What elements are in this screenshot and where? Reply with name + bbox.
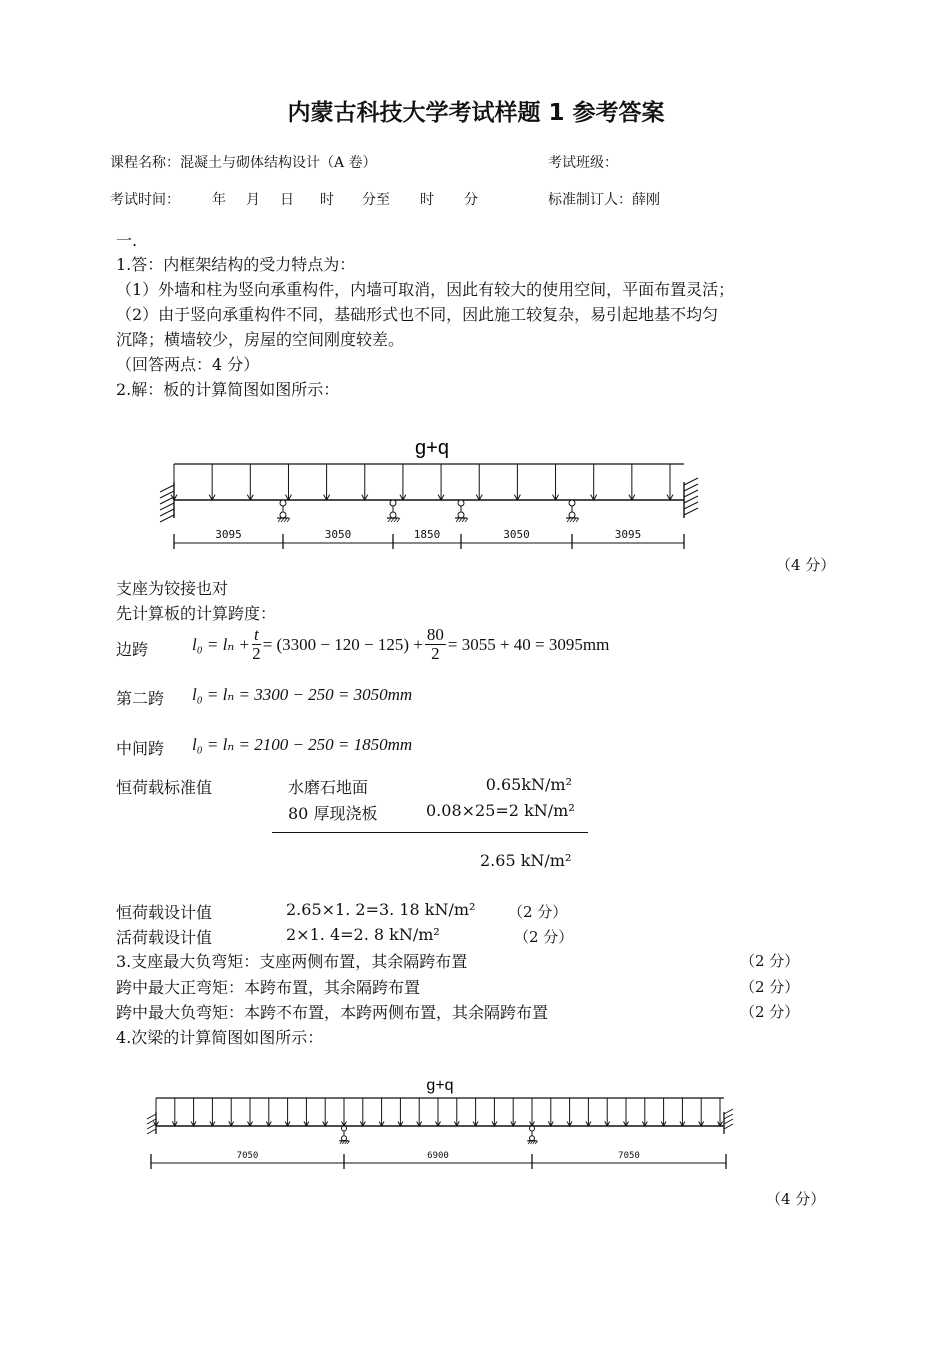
beam-load-label: g+q: [426, 1077, 454, 1094]
standard-author: 标准制订人：薛刚: [548, 192, 660, 208]
q3-score-2: （2 分）: [740, 978, 800, 996]
edge-eq-rhs: = 3055 + 40 = 3095mm: [447, 634, 610, 654]
pin-support: [342, 1126, 347, 1131]
slab-calculation-diagram: [140, 430, 720, 555]
q1-point-2a: （2）由于竖向承重构件不同，基础形式也不同，因此施工较复杂，易引起地基不均匀: [116, 305, 719, 324]
dead-item-2-value: 0.08×25=2 kN/m²: [426, 801, 575, 820]
q3-score-3: （2 分）: [740, 1003, 800, 1021]
support-note: 支座为铰接也对: [116, 579, 229, 598]
edge-eq-mid: = (3300 − 120 − 125) +: [262, 634, 423, 654]
second-span-label: 第二跨: [116, 689, 165, 708]
span-dimension-label: 7050: [618, 1151, 640, 1161]
sum-rule: [272, 832, 588, 833]
q3-score-1: （2 分）: [740, 952, 800, 970]
exam-class: 考试班级：: [548, 155, 618, 171]
pin-support: [530, 1126, 535, 1131]
span-dimension-label: 3095: [614, 528, 642, 541]
exam-time-label: 考试时间：: [110, 192, 180, 208]
live-design-value: 2×1. 4=2. 8 kN/m²: [286, 925, 440, 944]
time-year: 年: [212, 192, 226, 208]
span-dimension-label: 1850: [413, 528, 441, 541]
dead-load-total: 2.65 kN/m²: [480, 851, 572, 870]
q4-intro: 4.次梁的计算简图如图所示：: [116, 1028, 324, 1047]
span-dimension-label: 6900: [427, 1151, 449, 1161]
edge-span-label: 边跨: [116, 640, 149, 659]
live-design-score: （2 分）: [514, 928, 574, 946]
q1-point-1: （1）外墙和柱为竖向承重构件，内墙可取消，因此有较大的使用空间，平面布置灵活；: [116, 280, 735, 299]
span-dimension-label: 3095: [215, 528, 242, 541]
dead-design-score: （2 分）: [508, 903, 568, 921]
q3-line-3: 跨中最大负弯矩：本跨不布置，本跨两侧布置，其余隔跨布置: [116, 1003, 549, 1022]
pin-support: [458, 500, 464, 506]
edge-span-equation: [192, 626, 609, 663]
middle-span-equation: l₀ = lₙ = 2100 − 250 = 1850mm: [192, 735, 413, 754]
time-hour-end: 时: [420, 192, 434, 208]
middle-span-label: 中间跨: [116, 739, 165, 758]
dead-load-std-label: 恒荷载标准值: [116, 778, 213, 797]
dead-item-1-name: 水磨石地面: [288, 778, 369, 797]
span-dimension-label: 3050: [503, 528, 530, 541]
q1-score: （回答两点：4 分）: [116, 355, 260, 374]
pin-support: [569, 500, 575, 506]
time-hour: 时: [320, 192, 334, 208]
span-dimension-label: 3050: [324, 528, 352, 541]
fraction-80-over-2: $\frac{80}{2}$: [426, 625, 444, 663]
dead-item-2-name: 80 厚现浇板: [288, 804, 378, 823]
fraction-t-over-2: $\frac{t}{2}$: [252, 625, 261, 663]
second-span-equation: l₀ = lₙ = 3300 − 250 = 3050mm: [192, 685, 413, 704]
edge-eq-lhs: l₀ = lₙ +: [192, 634, 250, 654]
q2-intro: 2.解：板的计算简图如图所示：: [116, 380, 340, 399]
course-name: 课程名称：混凝土与砌体结构设计（A 卷）: [110, 155, 377, 171]
q1-intro: 1.答：内框架结构的受力特点为：: [116, 255, 356, 274]
time-minute-end: 分: [464, 192, 478, 208]
q3-line-2: 跨中最大正弯矩：本跨布置，其余隔跨布置: [116, 978, 421, 997]
q3-line-1: 3.支座最大负弯矩：支座两侧布置，其余隔跨布置: [116, 952, 468, 971]
pin-support: [390, 500, 396, 506]
time-month: 月: [246, 192, 260, 208]
page-title: 内蒙古科技大学考试样题 1 参考答案: [287, 100, 665, 126]
span-calc-intro: 先计算板的计算跨度：: [116, 604, 277, 623]
beam-calculation-diagram: [130, 1072, 750, 1180]
beam-diagram-score: （4 分）: [766, 1190, 826, 1208]
q1-point-2b: 沉降；横墙较少，房屋的空间刚度较差。: [116, 330, 405, 349]
pin-support: [280, 500, 286, 506]
slab-diagram-score: （4 分）: [776, 556, 836, 574]
slab-load-label: g+q: [415, 437, 449, 459]
dead-design-label: 恒荷载设计值: [116, 903, 213, 922]
span-dimension-label: 7050: [236, 1151, 259, 1161]
live-design-label: 活荷载设计值: [116, 928, 213, 947]
dead-design-value: 2.65×1. 2=3. 18 kN/m²: [286, 900, 476, 919]
section-one: 一.: [116, 231, 138, 250]
time-minute-to: 分至: [362, 192, 390, 208]
time-day: 日: [280, 192, 294, 208]
dead-item-1-value: 0.65kN/m²: [485, 775, 572, 794]
